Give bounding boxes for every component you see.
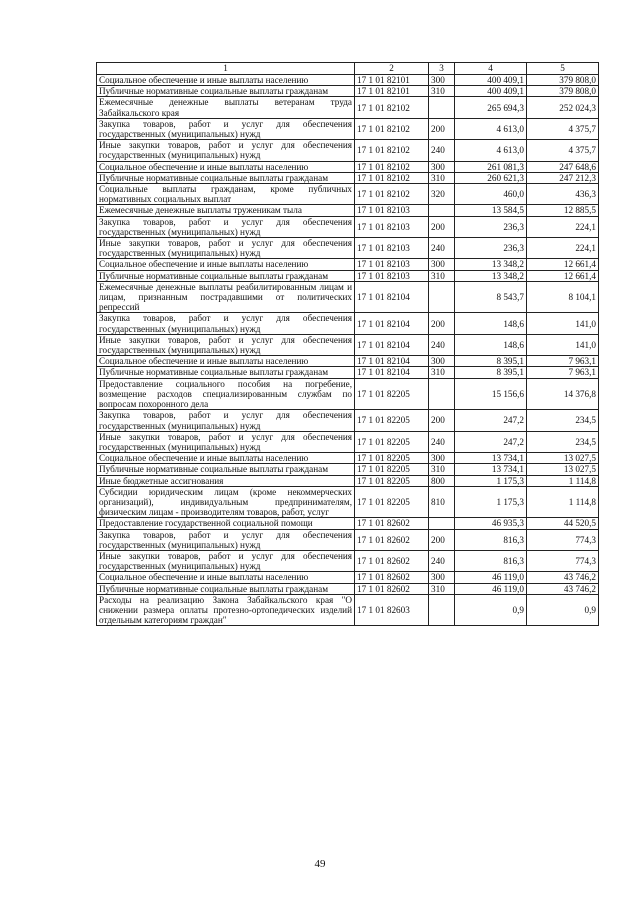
row-expense-type-cell: 300 xyxy=(429,75,455,86)
row-value-5-cell: 1 114,8 xyxy=(527,486,599,518)
row-value-5-cell: 12 661,4 xyxy=(527,270,599,281)
row-value-5-cell: 12 661,4 xyxy=(527,259,599,270)
row-code-cell: 17 1 01 82104 xyxy=(355,334,429,355)
table-row xyxy=(97,86,599,97)
row-code-cell: 17 1 01 82102 xyxy=(355,140,429,161)
row-value-5-cell: 247 212,3 xyxy=(527,172,599,183)
row-code-cell: 17 1 01 82602 xyxy=(355,550,429,571)
row-name-cell: Публичные нормативные социальные выплаты гражданам xyxy=(97,583,355,594)
table-row xyxy=(97,313,599,334)
row-code-cell: 17 1 01 82101 xyxy=(355,86,429,97)
row-code-cell: 17 1 01 82102 xyxy=(355,172,429,183)
row-name-cell: Социальное обеспечение и иные выплаты населению xyxy=(97,161,355,172)
row-value-4-cell: 148,6 xyxy=(455,313,527,334)
row-value-5-cell: 13 027,5 xyxy=(527,453,599,464)
row-expense-type-cell: 200 xyxy=(429,313,455,334)
row-code-cell: 17 1 01 82101 xyxy=(355,75,429,86)
row-value-5-cell: 774,3 xyxy=(527,550,599,571)
row-value-4-cell: 8 395,1 xyxy=(455,367,527,378)
table-row xyxy=(97,281,599,313)
row-value-5-cell: 224,1 xyxy=(527,238,599,259)
row-value-4-cell: 1 175,3 xyxy=(455,475,527,486)
row-name-cell: Закупка товаров, работ и услуг для обеспечения государственных (муниципальных) нужд xyxy=(97,118,355,139)
row-code-cell: 17 1 01 82205 xyxy=(355,475,429,486)
row-name-cell: Предоставление государственной социальной помощи xyxy=(97,518,355,529)
row-value-5-cell: 0,9 xyxy=(527,594,599,626)
row-name-cell: Социальное обеспечение и иные выплаты населению xyxy=(97,75,355,86)
row-value-4-cell: 46 119,0 xyxy=(455,572,527,583)
row-name-cell: Иные закупки товаров, работ и услуг для обеспечения государственных (муниципальных) нужд xyxy=(97,550,355,571)
row-value-4-cell: 148,6 xyxy=(455,334,527,355)
row-value-5-cell: 379 808,0 xyxy=(527,86,599,97)
row-value-4-cell: 13 584,5 xyxy=(455,205,527,216)
row-value-4-cell: 400 409,1 xyxy=(455,75,527,86)
header-col-vr: 3 xyxy=(429,63,455,75)
table-row xyxy=(97,453,599,464)
row-value-5-cell: 44 520,5 xyxy=(527,518,599,529)
row-expense-type-cell: 240 xyxy=(429,431,455,452)
row-code-cell: 17 1 01 82104 xyxy=(355,356,429,367)
row-value-4-cell: 247,2 xyxy=(455,410,527,431)
row-value-4-cell: 400 409,1 xyxy=(455,86,527,97)
row-expense-type-cell: 240 xyxy=(429,550,455,571)
row-code-cell: 17 1 01 82102 xyxy=(355,97,429,118)
row-value-4-cell: 265 694,3 xyxy=(455,97,527,118)
row-value-4-cell: 8 395,1 xyxy=(455,356,527,367)
row-code-cell: 17 1 01 82104 xyxy=(355,313,429,334)
row-name-cell: Расходы на реализацию Закона Забайкальского края "О снижении размера оплаты протезно-ортопедических изделий отдельным категориям граждан" xyxy=(97,594,355,626)
row-code-cell: 17 1 01 82104 xyxy=(355,281,429,313)
row-value-5-cell: 234,5 xyxy=(527,431,599,452)
row-code-cell: 17 1 01 82205 xyxy=(355,410,429,431)
row-value-5-cell: 774,3 xyxy=(527,529,599,550)
row-name-cell: Публичные нормативные социальные выплаты гражданам xyxy=(97,367,355,378)
row-value-4-cell: 46 935,3 xyxy=(455,518,527,529)
row-value-5-cell: 7 963,1 xyxy=(527,367,599,378)
row-expense-type-cell: 300 xyxy=(429,161,455,172)
table-row xyxy=(97,75,599,86)
row-code-cell: 17 1 01 82205 xyxy=(355,378,429,410)
table-row xyxy=(97,410,599,431)
table-row xyxy=(97,140,599,161)
table-row xyxy=(97,594,599,626)
row-expense-type-cell: 240 xyxy=(429,140,455,161)
table-row xyxy=(97,184,599,205)
row-expense-type-cell: 310 xyxy=(429,583,455,594)
row-value-4-cell: 4 613,0 xyxy=(455,118,527,139)
row-expense-type-cell: 240 xyxy=(429,238,455,259)
table-row xyxy=(97,529,599,550)
row-code-cell: 17 1 01 82602 xyxy=(355,529,429,550)
table-row xyxy=(97,367,599,378)
table-row xyxy=(97,270,599,281)
row-value-5-cell: 1 114,8 xyxy=(527,475,599,486)
row-value-5-cell: 4 375,7 xyxy=(527,140,599,161)
budget-table xyxy=(96,62,599,626)
row-expense-type-cell: 200 xyxy=(429,410,455,431)
table-body xyxy=(97,75,599,626)
row-value-4-cell: 816,3 xyxy=(455,550,527,571)
row-value-5-cell: 224,1 xyxy=(527,216,599,237)
table-row xyxy=(97,356,599,367)
row-value-5-cell: 4 375,7 xyxy=(527,118,599,139)
row-expense-type-cell xyxy=(429,97,455,118)
row-value-5-cell: 13 027,5 xyxy=(527,464,599,475)
row-name-cell: Публичные нормативные социальные выплаты гражданам xyxy=(97,172,355,183)
row-expense-type-cell xyxy=(429,594,455,626)
row-name-cell: Социальное обеспечение и иные выплаты населению xyxy=(97,453,355,464)
row-value-4-cell: 4 613,0 xyxy=(455,140,527,161)
row-name-cell: Иные закупки товаров, работ и услуг для обеспечения государственных (муниципальных) нужд xyxy=(97,140,355,161)
row-value-4-cell: 236,3 xyxy=(455,216,527,237)
row-code-cell: 17 1 01 82103 xyxy=(355,270,429,281)
row-code-cell: 17 1 01 82602 xyxy=(355,583,429,594)
table-row xyxy=(97,475,599,486)
row-value-4-cell: 260 621,3 xyxy=(455,172,527,183)
row-name-cell: Социальные выплаты гражданам, кроме публичных нормативных социальных выплат xyxy=(97,184,355,205)
table-row xyxy=(97,486,599,518)
row-value-5-cell: 12 885,5 xyxy=(527,205,599,216)
row-name-cell: Ежемесячные денежные выплаты реабилитированным лицам и лицам, признанным пострадавшими от политических репрессий xyxy=(97,281,355,313)
row-expense-type-cell: 300 xyxy=(429,453,455,464)
row-name-cell: Предоставление социального пособия на погребение, возмещение расходов специализированным службам по вопросам похоронного дела xyxy=(97,378,355,410)
row-expense-type-cell: 200 xyxy=(429,118,455,139)
row-value-4-cell: 1 175,3 xyxy=(455,486,527,518)
row-value-4-cell: 13 734,1 xyxy=(455,464,527,475)
row-expense-type-cell: 310 xyxy=(429,367,455,378)
row-expense-type-cell: 810 xyxy=(429,486,455,518)
table-row xyxy=(97,583,599,594)
row-expense-type-cell: 310 xyxy=(429,270,455,281)
row-code-cell: 17 1 01 82103 xyxy=(355,238,429,259)
table-row xyxy=(97,259,599,270)
row-value-5-cell: 43 746,2 xyxy=(527,583,599,594)
table-row xyxy=(97,172,599,183)
header-col-name: 1 xyxy=(97,63,355,75)
row-name-cell: Иные закупки товаров, работ и услуг для обеспечения государственных (муниципальных) нужд xyxy=(97,238,355,259)
row-value-5-cell: 436,3 xyxy=(527,184,599,205)
table-row xyxy=(97,518,599,529)
row-code-cell: 17 1 01 82205 xyxy=(355,453,429,464)
row-value-4-cell: 816,3 xyxy=(455,529,527,550)
row-value-4-cell: 236,3 xyxy=(455,238,527,259)
row-value-4-cell: 0,9 xyxy=(455,594,527,626)
row-name-cell: Социальное обеспечение и иные выплаты населению xyxy=(97,572,355,583)
row-name-cell: Иные бюджетные ассигнования xyxy=(97,475,355,486)
row-code-cell: 17 1 01 82602 xyxy=(355,518,429,529)
header-col-code: 2 xyxy=(355,63,429,75)
row-name-cell: Закупка товаров, работ и услуг для обеспечения государственных (муниципальных) нужд xyxy=(97,216,355,237)
table-row xyxy=(97,572,599,583)
row-expense-type-cell: 240 xyxy=(429,334,455,355)
row-value-5-cell: 141,0 xyxy=(527,313,599,334)
page-number: 49 xyxy=(314,858,326,870)
table-row xyxy=(97,334,599,355)
row-code-cell: 17 1 01 82104 xyxy=(355,367,429,378)
row-code-cell: 17 1 01 82102 xyxy=(355,118,429,139)
row-code-cell: 17 1 01 82102 xyxy=(355,184,429,205)
row-value-5-cell: 252 024,3 xyxy=(527,97,599,118)
row-value-4-cell: 460,0 xyxy=(455,184,527,205)
row-code-cell: 17 1 01 82103 xyxy=(355,216,429,237)
row-code-cell: 17 1 01 82103 xyxy=(355,259,429,270)
row-value-5-cell: 234,5 xyxy=(527,410,599,431)
row-name-cell: Социальное обеспечение и иные выплаты населению xyxy=(97,356,355,367)
row-value-4-cell: 13 348,2 xyxy=(455,270,527,281)
row-value-5-cell: 379 808,0 xyxy=(527,75,599,86)
row-expense-type-cell: 320 xyxy=(429,184,455,205)
row-name-cell: Закупка товаров, работ и услуг для обеспечения государственных (муниципальных) нужд xyxy=(97,529,355,550)
row-expense-type-cell: 200 xyxy=(429,216,455,237)
row-name-cell: Социальное обеспечение и иные выплаты населению xyxy=(97,259,355,270)
table-row xyxy=(97,550,599,571)
row-value-5-cell: 7 963,1 xyxy=(527,356,599,367)
row-name-cell: Публичные нормативные социальные выплаты гражданам xyxy=(97,464,355,475)
row-value-5-cell: 141,0 xyxy=(527,334,599,355)
row-expense-type-cell: 310 xyxy=(429,464,455,475)
row-name-cell: Иные закупки товаров, работ и услуг для обеспечения государственных (муниципальных) нужд xyxy=(97,334,355,355)
row-code-cell: 17 1 01 82603 xyxy=(355,594,429,626)
row-name-cell: Публичные нормативные социальные выплаты гражданам xyxy=(97,270,355,281)
row-expense-type-cell: 200 xyxy=(429,529,455,550)
row-value-4-cell: 15 156,6 xyxy=(455,378,527,410)
row-value-4-cell: 261 081,3 xyxy=(455,161,527,172)
header-col-value-4: 4 xyxy=(455,63,527,75)
row-name-cell: Субсидии юридическим лицам (кроме некоммерческих организаций), индивидуальным предпринимателям, физическим лицам - производителям товаров, работ, услуг xyxy=(97,486,355,518)
row-expense-type-cell: 800 xyxy=(429,475,455,486)
row-expense-type-cell xyxy=(429,281,455,313)
table-row xyxy=(97,161,599,172)
row-expense-type-cell: 310 xyxy=(429,172,455,183)
table-row xyxy=(97,431,599,452)
row-name-cell: Закупка товаров, работ и услуг для обеспечения государственных (муниципальных) нужд xyxy=(97,410,355,431)
row-name-cell: Иные закупки товаров, работ и услуг для обеспечения государственных (муниципальных) нужд xyxy=(97,431,355,452)
row-code-cell: 17 1 01 82602 xyxy=(355,572,429,583)
row-name-cell: Ежемесячные денежные выплаты ветеранам труда Забайкальского края xyxy=(97,97,355,118)
row-value-4-cell: 247,2 xyxy=(455,431,527,452)
table-row xyxy=(97,378,599,410)
row-expense-type-cell: 300 xyxy=(429,572,455,583)
row-value-5-cell: 43 746,2 xyxy=(527,572,599,583)
row-code-cell: 17 1 01 82205 xyxy=(355,486,429,518)
row-value-5-cell: 8 104,1 xyxy=(527,281,599,313)
row-expense-type-cell: 300 xyxy=(429,356,455,367)
row-expense-type-cell xyxy=(429,378,455,410)
table-header-row xyxy=(97,63,599,75)
row-value-4-cell: 13 734,1 xyxy=(455,453,527,464)
table-row xyxy=(97,205,599,216)
row-name-cell: Ежемесячные денежные выплаты труженикам тыла xyxy=(97,205,355,216)
row-code-cell: 17 1 01 82102 xyxy=(355,161,429,172)
row-value-5-cell: 247 648,6 xyxy=(527,161,599,172)
row-name-cell: Публичные нормативные социальные выплаты гражданам xyxy=(97,86,355,97)
row-code-cell: 17 1 01 82205 xyxy=(355,464,429,475)
row-value-4-cell: 46 119,0 xyxy=(455,583,527,594)
header-col-value-5: 5 xyxy=(527,63,599,75)
table-row xyxy=(97,97,599,118)
row-code-cell: 17 1 01 82205 xyxy=(355,431,429,452)
row-expense-type-cell: 300 xyxy=(429,259,455,270)
row-expense-type-cell xyxy=(429,205,455,216)
row-name-cell: Закупка товаров, работ и услуг для обеспечения государственных (муниципальных) нужд xyxy=(97,313,355,334)
table-row xyxy=(97,118,599,139)
table-row xyxy=(97,216,599,237)
row-value-4-cell: 13 348,2 xyxy=(455,259,527,270)
table-row xyxy=(97,464,599,475)
row-code-cell: 17 1 01 82103 xyxy=(355,205,429,216)
row-expense-type-cell: 310 xyxy=(429,86,455,97)
row-value-4-cell: 8 543,7 xyxy=(455,281,527,313)
row-value-5-cell: 14 376,8 xyxy=(527,378,599,410)
table-row xyxy=(97,238,599,259)
row-expense-type-cell xyxy=(429,518,455,529)
